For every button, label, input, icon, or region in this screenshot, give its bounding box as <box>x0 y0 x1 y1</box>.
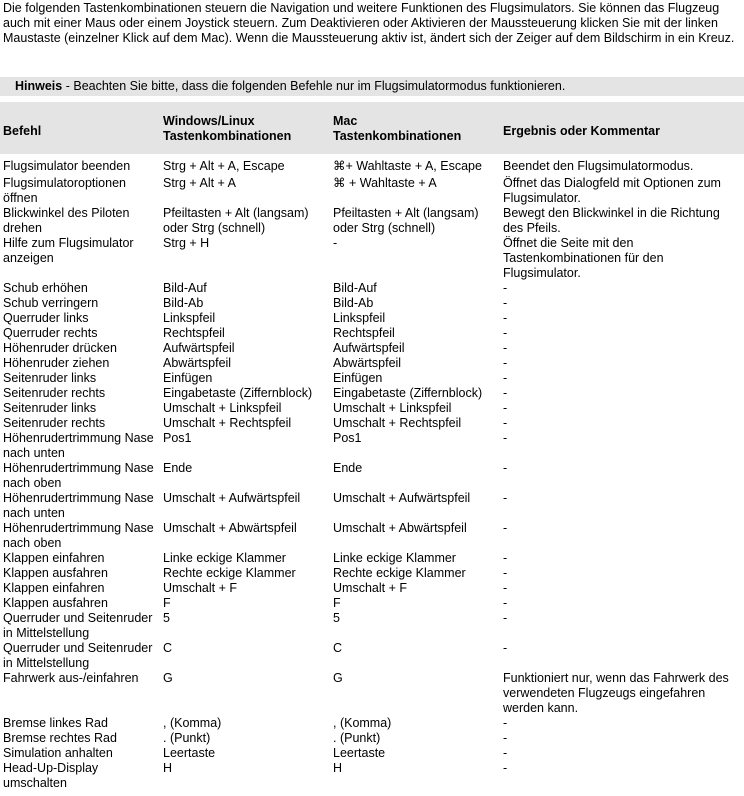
row-windows-keys: Bild-Auf <box>163 281 207 295</box>
row-mac-keys: Leertaste <box>333 746 386 760</box>
row-mac-keys: Pos1 <box>333 431 362 445</box>
row-result: - <box>503 296 508 310</box>
row-windows-keys: Umschalt + Aufwärtspfeil <box>163 491 301 505</box>
row-mac-keys: Linke eckige Klammer <box>333 551 456 565</box>
row-mac-keys: C <box>333 641 343 655</box>
row-mac-keys: Pfeiltasten + Alt (langsam) oder Strg (schnell) <box>333 206 479 235</box>
row-result: - <box>503 596 508 610</box>
row-command: Seitenruder rechts <box>3 386 106 400</box>
row-result: - <box>503 551 508 565</box>
row-result: - <box>503 356 508 370</box>
row-windows-keys: Pfeiltasten + Alt (langsam) oder Strg (schnell) <box>163 206 309 235</box>
row-windows-keys: Rechte eckige Klammer <box>163 566 296 580</box>
row-windows-keys: Pos1 <box>163 431 192 445</box>
row-result: - <box>503 326 508 340</box>
row-mac-keys: Rechte eckige Klammer <box>333 566 466 580</box>
row-mac-keys: ⌘ + Wahltaste + A <box>333 176 437 190</box>
row-command: Flugsimulatoroptionen öffnen <box>3 176 126 205</box>
row-command: Klappen einfahren <box>3 551 105 565</box>
row-result: Funktioniert nur, wenn das Fahrwerk des verwendeten Flugzeugs eingefahren werden kann. <box>503 671 729 715</box>
row-result: - <box>503 401 508 415</box>
row-mac-keys: ⌘+ Wahltaste + A, Escape <box>333 159 482 173</box>
row-mac-keys: Rechtspfeil <box>333 326 395 340</box>
table-header <box>0 102 744 154</box>
intro-paragraph: Die folgenden Tastenkombinationen steuern die Navigation und weitere Funktionen des Flugsimulators. Sie können das Flugzeug auch mit einer Maus oder einem Joystick steuern. Zum Deaktivieren oder Aktivieren der Maussteuerung klicken Sie mit der linken Maustaste (einzelner Klick auf dem Mac). Wenn die Maussteuerung aktiv ist, ändert sich der Zeiger auf dem Bildschirm in ein Kreuz. <box>3 1 735 45</box>
row-mac-keys: Eingabetaste (Ziffernblock) <box>333 386 483 400</box>
row-mac-keys: Einfügen <box>333 371 383 385</box>
row-mac-keys: Aufwärtspfeil <box>333 341 405 355</box>
row-result: - <box>503 566 508 580</box>
row-windows-keys: . (Punkt) <box>163 731 211 745</box>
row-mac-keys: . (Punkt) <box>333 731 381 745</box>
row-result: - <box>503 761 508 775</box>
row-command: Querruder und Seitenruder in Mittelstellung <box>3 641 153 670</box>
row-command: Hilfe zum Flugsimulator anzeigen <box>3 236 134 265</box>
row-command: Höhenrudertrimmung Nase nach oben <box>3 461 154 490</box>
row-command: Flugsimulator beenden <box>3 159 131 173</box>
row-result: - <box>503 341 508 355</box>
row-mac-keys: H <box>333 761 343 775</box>
row-windows-keys: Eingabetaste (Ziffernblock) <box>163 386 313 400</box>
row-windows-keys: Rechtspfeil <box>163 326 225 340</box>
header-mac: Mac Tastenkombinationen <box>333 114 462 143</box>
row-command: Querruder links <box>3 311 89 325</box>
row-command: Schub verringern <box>3 296 99 310</box>
row-result: - <box>503 431 508 445</box>
row-windows-keys: Umschalt + F <box>163 581 237 595</box>
row-windows-keys: H <box>163 761 173 775</box>
row-mac-keys: 5 <box>333 611 340 625</box>
header-command: Befehl <box>3 124 42 138</box>
row-command: Klappen ausfahren <box>3 566 108 580</box>
row-result: - <box>503 581 508 595</box>
row-command: Klappen ausfahren <box>3 596 108 610</box>
row-result: Öffnet die Seite mit den Tastenkombinationen für den Flugsimulator. <box>503 236 664 280</box>
header-windows-linux: Windows/Linux Tastenkombinationen <box>163 114 292 143</box>
header-result: Ergebnis oder Kommentar <box>503 124 660 138</box>
note-label: Hinweis <box>15 79 63 93</box>
row-result: - <box>503 641 508 655</box>
row-mac-keys: - <box>333 236 338 250</box>
row-windows-keys: Strg + H <box>163 236 210 250</box>
row-windows-keys: Umschalt + Abwärtspfeil <box>163 521 297 535</box>
row-result: - <box>503 746 508 760</box>
row-windows-keys: Bild-Ab <box>163 296 204 310</box>
row-windows-keys: Linke eckige Klammer <box>163 551 286 565</box>
note-body: - Beachten Sie bitte, dass die folgenden Befehle nur im Flugsimulatormodus funktionieren. <box>62 79 566 93</box>
row-result: - <box>503 611 508 625</box>
row-result: - <box>503 311 508 325</box>
row-command: Bremse linkes Rad <box>3 716 108 730</box>
row-mac-keys: Umschalt + Aufwärtspfeil <box>333 491 471 505</box>
row-windows-keys: Strg + Alt + A, Escape <box>163 159 285 173</box>
row-mac-keys: Ende <box>333 461 363 475</box>
row-windows-keys: Umschalt + Rechtspfeil <box>163 416 292 430</box>
row-mac-keys: Abwärtspfeil <box>333 356 402 370</box>
row-result: - <box>503 521 508 535</box>
note-text <box>15 79 565 94</box>
row-mac-keys: F <box>333 596 341 610</box>
note-bar <box>0 77 744 96</box>
row-command: Querruder und Seitenruder in Mittelstellung <box>3 611 153 640</box>
row-command: Head-Up-Display umschalten <box>3 761 99 790</box>
row-windows-keys: Ende <box>163 461 193 475</box>
row-mac-keys: G <box>333 671 343 685</box>
row-mac-keys: , (Komma) <box>333 716 392 730</box>
row-result: - <box>503 731 508 745</box>
row-windows-keys: Aufwärtspfeil <box>163 341 235 355</box>
row-command: Simulation anhalten <box>3 746 113 760</box>
row-result: - <box>503 416 508 430</box>
row-mac-keys: Linkspfeil <box>333 311 386 325</box>
row-windows-keys: C <box>163 641 173 655</box>
row-result: Beendet den Flugsimulatormodus. <box>503 159 694 173</box>
row-result: - <box>503 491 508 505</box>
row-windows-keys: Einfügen <box>163 371 213 385</box>
row-result: Öffnet das Dialogfeld mit Optionen zum Flugsimulator. <box>503 176 721 205</box>
row-windows-keys: , (Komma) <box>163 716 222 730</box>
row-command: Höhenrudertrimmung Nase nach unten <box>3 431 154 460</box>
row-command: Blickwinkel des Piloten drehen <box>3 206 130 235</box>
row-mac-keys: Umschalt + Rechtspfeil <box>333 416 462 430</box>
row-command: Fahrwerk aus-/einfahren <box>3 671 139 685</box>
row-command: Höhenruder ziehen <box>3 356 110 370</box>
row-command: Seitenruder rechts <box>3 416 106 430</box>
row-command: Querruder rechts <box>3 326 98 340</box>
row-result: - <box>503 386 508 400</box>
row-mac-keys: Bild-Ab <box>333 296 374 310</box>
row-command: Seitenruder links <box>3 371 97 385</box>
row-result: - <box>503 461 508 475</box>
row-command: Höhenruder drücken <box>3 341 117 355</box>
row-windows-keys: Leertaste <box>163 746 216 760</box>
row-command: Höhenrudertrimmung Nase nach oben <box>3 521 154 550</box>
row-command: Schub erhöhen <box>3 281 88 295</box>
row-result: - <box>503 371 508 385</box>
row-windows-keys: Strg + Alt + A <box>163 176 236 190</box>
row-result: - <box>503 281 508 295</box>
row-mac-keys: Umschalt + F <box>333 581 407 595</box>
row-command: Klappen einfahren <box>3 581 105 595</box>
row-mac-keys: Umschalt + Abwärtspfeil <box>333 521 467 535</box>
row-windows-keys: 5 <box>163 611 170 625</box>
row-windows-keys: Abwärtspfeil <box>163 356 232 370</box>
row-command: Höhenrudertrimmung Nase nach unten <box>3 491 154 520</box>
row-command: Seitenruder links <box>3 401 97 415</box>
row-windows-keys: F <box>163 596 171 610</box>
row-result: - <box>503 716 508 730</box>
row-mac-keys: Umschalt + Linkspfeil <box>333 401 452 415</box>
row-windows-keys: Umschalt + Linkspfeil <box>163 401 282 415</box>
row-result: Bewegt den Blickwinkel in die Richtung des Pfeils. <box>503 206 720 235</box>
row-command: Bremse rechtes Rad <box>3 731 117 745</box>
row-windows-keys: Linkspfeil <box>163 311 216 325</box>
row-windows-keys: G <box>163 671 173 685</box>
row-mac-keys: Bild-Auf <box>333 281 377 295</box>
